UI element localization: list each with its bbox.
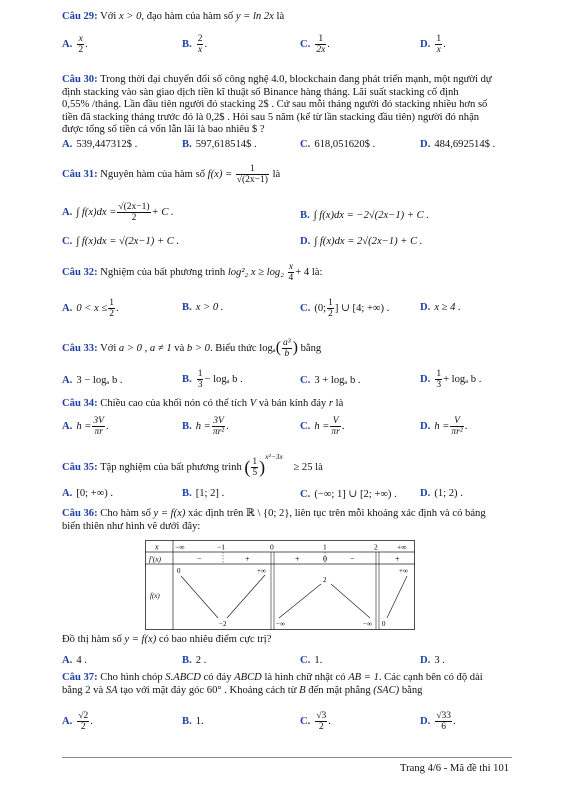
sign-3: 0: [323, 554, 327, 564]
q36-option-a[interactable]: A. 4 .: [62, 655, 87, 666]
q32-option-a[interactable]: A. 0 < x ≤ $\frac{1}{2}$ .: [62, 298, 119, 319]
f-val-5: −∞: [363, 620, 372, 628]
sign-4: −: [350, 554, 355, 564]
variation-table: [145, 540, 415, 630]
question-35: Câu 35: Tập nghiệm của bất phương trình ( $\frac{1}{5}$ )$^{x^2-3x}$ ≥ 25 là: [62, 452, 323, 478]
q35-option-d[interactable]: D. (1; 2) .: [420, 488, 463, 499]
question-32: Câu 32: Nghiệm của bất phương trình log²₂ x ≥ log₂ $\frac{x}{4}$ + 4 là:: [62, 262, 323, 283]
x-val-3: 1: [323, 542, 327, 552]
row-label-fprime: f′(x): [149, 554, 162, 564]
page-footer: Trang 4/6 - Mã đề thi 101: [400, 763, 510, 774]
f-val-6: 0: [382, 620, 386, 628]
q29-option-a[interactable]: A. $\frac{x}{2}$ .: [62, 34, 88, 55]
q37-option-d[interactable]: D. $\frac{√33}{6}$ .: [420, 711, 456, 732]
q37-option-b[interactable]: B. 1.: [182, 716, 204, 727]
q36-option-c[interactable]: C. 1.: [300, 655, 323, 666]
f-val-0: 0: [177, 567, 181, 575]
q32-option-b[interactable]: B. x > 0 .: [182, 302, 224, 313]
q33-option-b[interactable]: B. $\frac{1}{3}$ − logₐ b .: [182, 369, 243, 390]
f-val-7: +∞: [399, 567, 408, 575]
x-val-4: 2: [374, 542, 378, 552]
q33-option-d[interactable]: D. $\frac{1}{3}$ + logₐ b .: [420, 369, 482, 390]
q32-option-d[interactable]: D. x ≥ 4 .: [420, 302, 461, 313]
q35-option-b[interactable]: B. [1; 2] .: [182, 488, 225, 499]
q34-option-d[interactable]: D. h = $\frac{V}{\text{πr²}}$ .: [420, 416, 468, 437]
sign-5: +: [395, 554, 400, 564]
q30-option-d[interactable]: D. 484,692514$ .: [420, 139, 496, 150]
row-label-x: x: [155, 542, 159, 552]
sign-1: +: [245, 554, 250, 564]
q36-option-b[interactable]: B. 2 .: [182, 655, 207, 666]
q33-option-c[interactable]: C. 3 + logₐ b .: [300, 375, 361, 386]
question-31: Câu 31: Nguyên hàm của hàm số f(x) = $\frac{1}{√(2x-1)}$ là: [62, 164, 281, 185]
question-34: Câu 34: Chiều cao của khối nón có thể tích V và bán kính đáy r là: [62, 398, 344, 409]
x-val-5: +∞: [397, 542, 407, 552]
sign-0: −: [197, 554, 202, 564]
f-val-1: −2: [219, 620, 227, 628]
q31-option-b[interactable]: B. ∫ f(x)dx = −2√(2x−1) + C .: [300, 210, 429, 221]
q29-option-c[interactable]: C. $\frac{1}{2x}$ .: [300, 34, 330, 55]
question-36-ask: Đồ thị hàm số y = f(x) có bao nhiêu điểm cực trị?: [62, 634, 272, 645]
q31-option-d[interactable]: D. ∫ f(x)dx = 2√(2x−1) + C .: [300, 236, 423, 247]
f-val-4: 2: [323, 576, 327, 584]
footer-divider: [62, 757, 512, 758]
sign-2: +: [295, 554, 300, 564]
q30-option-b[interactable]: B. 597,618514$ .: [182, 139, 257, 150]
x-val-2: 0: [270, 542, 274, 552]
question-29: Câu 29: Với x > 0, đạo hàm của hàm số y = ln 2x là: [62, 11, 285, 22]
question-36: Câu 36: Cho hàm số y = f(x) xác định trên ℝ \ {0; 2}, liên tục trên mỗi khoảng xác định và có bảng biến thiên như hình vẽ dưới đây:: [62, 508, 486, 532]
q31-option-a[interactable]: A. ∫ f(x)dx = $\frac{√(2x-1)}{2}$ + C .: [62, 202, 174, 223]
q30-option-a[interactable]: A. 539,447312$ .: [62, 139, 138, 150]
q37-option-c[interactable]: C. $\frac{√3}{2}$ .: [300, 711, 331, 732]
x-val-0: −∞: [175, 542, 185, 552]
q35-option-c[interactable]: C. (−∞; 1] ∪ [2; +∞) .: [300, 489, 397, 500]
q34-option-a[interactable]: A. h = $\frac{3V}{\pi r}$ .: [62, 416, 109, 437]
q29-option-b[interactable]: B. $\frac{2}{x}$ .: [182, 34, 208, 55]
question-33: Câu 33: Với a > 0 , a ≠ 1 và b > 0. Biểu thức logₐ( $\frac{\text{a³}}{b}$ ) bằng: [62, 338, 322, 359]
q36-option-d[interactable]: D. 3 .: [420, 655, 445, 666]
row-label-f: f(x): [150, 592, 160, 600]
q31-option-c[interactable]: C. ∫ f(x)dx = √(2x−1) + C .: [62, 236, 180, 247]
f-val-3: −∞: [276, 620, 285, 628]
q30-option-c[interactable]: C. 618,051620$ .: [300, 139, 376, 150]
f-val-2: +∞: [257, 567, 266, 575]
q34-option-b[interactable]: B. h = $\frac{3V}{\text{πr²}}$ .: [182, 416, 229, 437]
q32-option-c[interactable]: C. (0; $\frac{1}{2}$ ] ∪ [4; +∞) .: [300, 298, 390, 319]
q34-option-c[interactable]: C. h = $\frac{V}{\pi r}$ .: [300, 416, 345, 437]
q35-option-a[interactable]: A. [0; +∞) .: [62, 488, 114, 499]
q33-option-a[interactable]: A. 3 − logₐ b .: [62, 375, 123, 386]
question-30: Câu 30: Trong thời đại chuyển đổi số công nghệ 4.0, blockchain đang phát triển mạnh, một người dự định stacking vào sàn giao dịch tiền kĩ thuật số Binance hàng tháng. Lãi suất stacking cố định 0,55% /tháng. Lần đầu tiên người đó stacking 2$ . Cứ sau mỗi tháng người đó stacking nhiều hơn số tiền đã stacking tháng trước đó là 0,2$ . Hỏi sau 5 năm (kể từ lần stacking đầu tiên) người đó nhận được tổng số tiền cả vốn lẫn lãi là bao nhiêu $ ?: [62, 74, 492, 136]
q37-option-a[interactable]: A. $\frac{√2}{2}$ .: [62, 711, 93, 732]
question-37: Câu 37: Cho hình chóp S.ABCD có đáy ABCD là hình chữ nhật có AB = 1. Các cạnh bên có độ dài bằng 2 và SA tạo với mặt đáy góc 60° . Khoảng cách từ B đến mặt phẳng (SAC) bằng: [62, 672, 483, 696]
q29-option-d[interactable]: D. $\frac{1}{x}$ .: [420, 34, 446, 55]
x-val-1: −1: [217, 542, 225, 552]
